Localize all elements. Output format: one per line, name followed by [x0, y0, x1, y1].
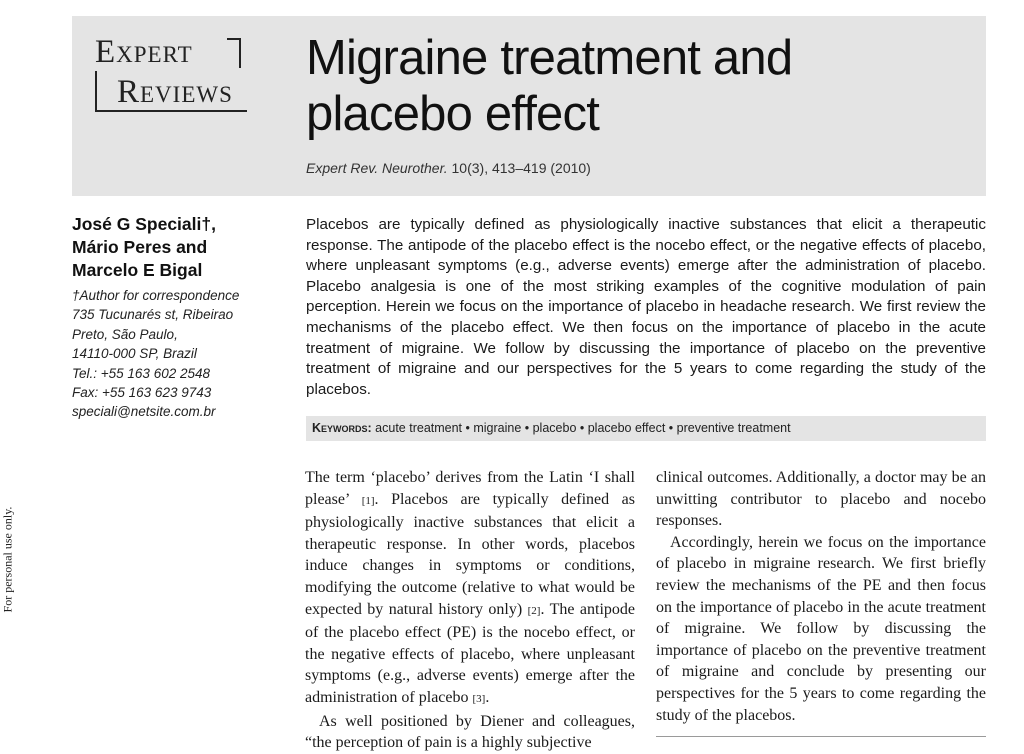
author-name: Mário Peres and — [72, 237, 208, 257]
reference-marker: [2] — [527, 604, 541, 617]
body-column-left — [305, 467, 635, 754]
fax: Fax: +55 163 623 9743 — [72, 385, 212, 401]
address-line: 735 Tucunarés st, Ribeirao — [72, 307, 234, 323]
citation — [306, 160, 591, 176]
abstract: Placebos are typically defined as physiologically inactive substances that elicit a therapeutic response. The antipode of the placebo effect is the nocebo effect, or the negative effects of placebo, where unpleasant symptoms (e.g., adverse events) emerge after the administration of placebo. Placebo analgesia is one of the most striking examples of the cognitive modulation of pain perception. Herein we focus on the importance of placebo in headache research. We first review the mechanisms of the placebo effect. We then focus on the importance of placebo in the acute treatment of migraine. We follow by discussing the importance of placebo on the preventive treatment of migraine and our perspectives for the 5 years to come regarding the study of the placebos. — [306, 216, 986, 398]
body-text: . The antipode of the placebo effect (PE) is the nocebo effect, or the negative effects of placebo, where unpleasant symptoms (e.g., adverse events) emerge after the administration of placebo — [305, 600, 635, 706]
logo-rule — [95, 71, 97, 111]
email: speciali@netsite.com.br — [72, 404, 216, 420]
expert-reviews-logo — [95, 34, 247, 112]
author-name: José G Speciali†, — [72, 214, 216, 234]
keywords-label: Keywords: — [312, 421, 372, 435]
reference-marker: [3] — [472, 692, 486, 705]
logo-rule — [239, 38, 241, 68]
journal-name: Expert Rev. Neurother. — [306, 160, 448, 176]
body-paragraph: clinical outcomes. Additionally, a doctor may be an unwitting contributor to placebo and nocebo responses. — [656, 469, 986, 530]
correspondence-info — [72, 286, 282, 422]
logo-line-1: Expert — [95, 34, 193, 70]
telephone: Tel.: +55 163 602 2548 — [72, 365, 210, 381]
body-text: . — [485, 688, 490, 706]
address-line: 14110-000 SP, Brazil — [72, 346, 197, 362]
article-title: Migraine treatment and placebo effect — [306, 31, 793, 141]
body-paragraph: Accordingly, herein we focus on the importance of placebo in migraine research. We first briefly review the mechanisms of the PE and then focus on the importance of placebo in the acute treatment of migraine. We follow by discussing the importance of placebo on the preventive treatment of migraine and conclude by presenting our perspectives for the 5 years to come regarding the study of the placebos. — [656, 533, 986, 724]
body-column-right — [656, 467, 986, 726]
keywords-list: acute treatment • migraine • placebo • placebo effect • preventive treatment — [371, 421, 791, 435]
correspondence-label: †Author for correspondence — [72, 288, 240, 303]
divider — [656, 736, 986, 737]
personal-use-notice: For personal use only. — [0, 506, 15, 613]
body-paragraph — [305, 467, 635, 711]
body-paragraph: As well positioned by Diener and colleagues, “the perception of pain is a highly subjective — [305, 712, 635, 752]
author-name: Marcelo E Bigal — [72, 260, 203, 280]
citation-details: 10(3), 413–419 (2010) — [447, 160, 591, 176]
body-text: . Placebos are typically defined as physiologically inactive substances that elicit a therapeutic response. In other words, placebos induce changes in symptoms or conditions, modifying the outcome (relative to what would be expected by natural history only) — [305, 490, 635, 618]
address-line: Preto, São Paulo, — [72, 326, 178, 342]
keywords-bar — [306, 416, 986, 441]
logo-rule — [95, 110, 247, 112]
author-list — [72, 213, 272, 282]
reference-marker: [1] — [361, 494, 375, 507]
body-text: The term ‘placebo’ derives from the Latin ‘I shall please’ — [305, 469, 635, 508]
logo-line-2: Reviews — [117, 74, 233, 110]
